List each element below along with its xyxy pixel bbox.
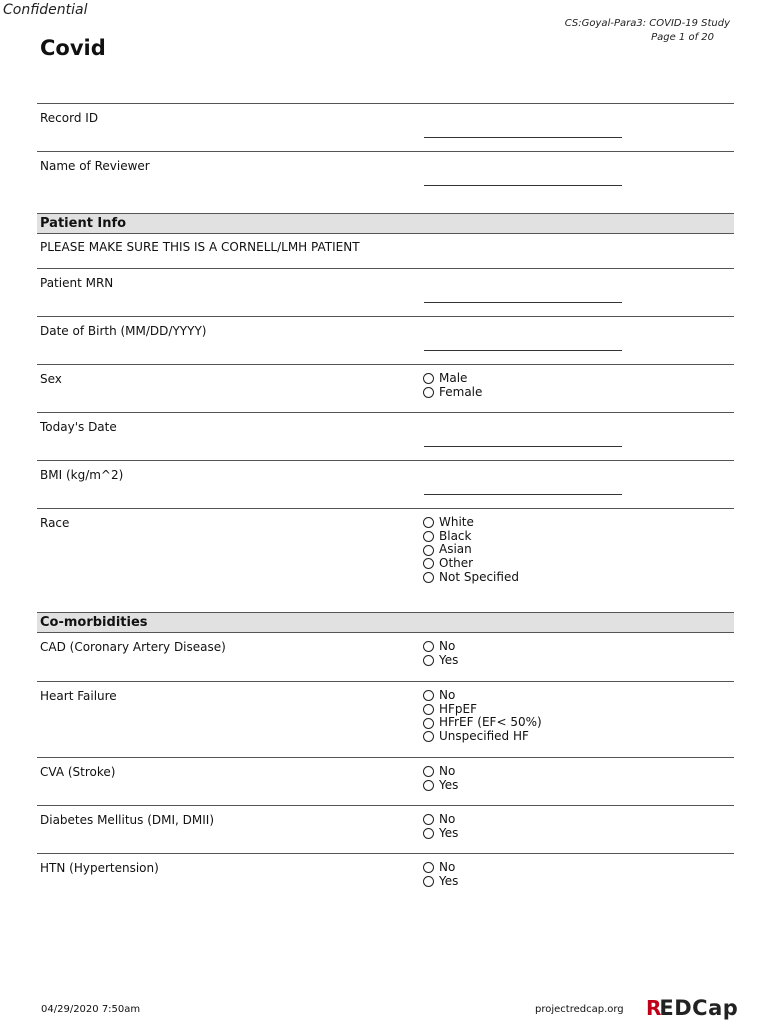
- radio-icon[interactable]: [423, 572, 434, 583]
- sex-label: Sex: [40, 372, 62, 386]
- dob-row: [37, 316, 734, 364]
- radio-icon[interactable]: [423, 718, 434, 729]
- option-label: Other: [439, 556, 474, 571]
- option-label: No: [439, 639, 456, 653]
- radio-icon[interactable]: [423, 531, 434, 542]
- redcap-logo: [646, 996, 738, 1020]
- option-label: Yes: [439, 652, 459, 667]
- radio-icon[interactable]: [423, 828, 434, 839]
- race-option[interactable]: [423, 530, 519, 544]
- notice-row: [37, 234, 734, 268]
- option-label: Not Specified: [439, 569, 519, 584]
- sex-option[interactable]: [423, 372, 482, 386]
- dob-field[interactable]: [424, 350, 622, 351]
- cad-row: [37, 633, 734, 681]
- radio-icon[interactable]: [423, 373, 434, 384]
- race-option[interactable]: [423, 516, 519, 530]
- race-option[interactable]: [423, 557, 519, 571]
- option-label: No: [439, 860, 456, 874]
- option-label: Asian: [439, 542, 472, 557]
- htn-option[interactable]: [423, 861, 458, 875]
- option-label: Female: [439, 384, 483, 399]
- htn-label: HTN (Hypertension): [40, 861, 159, 875]
- hf-option[interactable]: [423, 730, 542, 744]
- option-label: Yes: [439, 825, 459, 840]
- option-label: HFrEF (EF< 50%): [439, 715, 542, 730]
- hf-option[interactable]: [423, 716, 542, 730]
- option-label: HFpEF: [439, 701, 478, 716]
- radio-icon[interactable]: [423, 766, 434, 777]
- htn-options: [423, 861, 458, 888]
- htn-row: [37, 853, 734, 893]
- dm-options: [423, 813, 458, 840]
- radio-icon[interactable]: [423, 731, 434, 742]
- cva-row: [37, 757, 734, 805]
- bmi-row: [37, 460, 734, 508]
- section-patient-info: Patient Info: [37, 213, 734, 234]
- patient-notice: PLEASE MAKE SURE THIS IS A CORNELL/LMH PATIENT: [40, 240, 360, 254]
- sex-options: [423, 372, 482, 399]
- cva-options: [423, 765, 458, 792]
- redcap-logo-text: EDCap: [659, 996, 739, 1020]
- radio-icon[interactable]: [423, 641, 434, 652]
- footer-site[interactable]: projectredcap.org: [535, 1004, 624, 1015]
- form-title: Covid: [40, 36, 106, 60]
- hf-options: [423, 689, 542, 744]
- option-label: No: [439, 688, 456, 702]
- cad-option[interactable]: [423, 654, 458, 668]
- dm-option[interactable]: [423, 827, 458, 841]
- reviewer-label: Name of Reviewer: [40, 159, 150, 173]
- confidential-label: Confidential: [3, 2, 88, 18]
- cad-options: [423, 640, 458, 667]
- option-label: No: [439, 812, 456, 826]
- study-header: [430, 17, 730, 45]
- redcap-logo-icon: R: [646, 996, 662, 1020]
- page-number: Page 1 of 20: [651, 32, 714, 43]
- radio-icon[interactable]: [423, 876, 434, 887]
- bmi-field[interactable]: [424, 494, 622, 495]
- cad-label: CAD (Coronary Artery Disease): [40, 640, 226, 654]
- sex-row: [37, 364, 734, 412]
- section-comorbidities: Co-morbidities: [37, 612, 734, 633]
- radio-icon[interactable]: [423, 780, 434, 791]
- option-label: White: [439, 515, 474, 529]
- mrn-row: [37, 268, 734, 316]
- dm-label: Diabetes Mellitus (DMI, DMII): [40, 813, 214, 827]
- race-options: [423, 516, 519, 585]
- dm-option[interactable]: [423, 813, 458, 827]
- mrn-label: Patient MRN: [40, 276, 114, 290]
- option-label: Yes: [439, 777, 459, 792]
- option-label: Black: [439, 528, 472, 543]
- hf-option[interactable]: [423, 689, 542, 703]
- today-label: Today's Date: [40, 420, 117, 434]
- option-label: No: [439, 764, 456, 778]
- option-label: Yes: [439, 873, 459, 888]
- study-name: CS:Goyal-Para3: COVID-19 Study: [564, 18, 730, 29]
- race-label: Race: [40, 516, 70, 530]
- record-id-label: Record ID: [40, 111, 99, 125]
- hf-option[interactable]: [423, 703, 542, 717]
- record-id-row: [37, 103, 734, 151]
- radio-icon[interactable]: [423, 545, 434, 556]
- race-row: [37, 508, 734, 612]
- race-option[interactable]: [423, 571, 519, 585]
- footer-date: 04/29/2020 7:50am: [41, 1004, 141, 1015]
- dob-label: Date of Birth (MM/DD/YYYY): [40, 324, 207, 338]
- reviewer-row: [37, 151, 734, 213]
- record-id-field[interactable]: [424, 137, 622, 138]
- hf-row: [37, 681, 734, 757]
- cva-option[interactable]: [423, 765, 458, 779]
- hf-label: Heart Failure: [40, 689, 117, 703]
- radio-icon[interactable]: [423, 387, 434, 398]
- today-row: [37, 412, 734, 460]
- htn-option[interactable]: [423, 875, 458, 889]
- sex-option[interactable]: [423, 386, 482, 400]
- mrn-field[interactable]: [424, 302, 622, 303]
- radio-icon[interactable]: [423, 704, 434, 715]
- radio-icon[interactable]: [423, 814, 434, 825]
- cad-option[interactable]: [423, 640, 458, 654]
- radio-icon[interactable]: [423, 558, 434, 569]
- cva-label: CVA (Stroke): [40, 765, 116, 779]
- reviewer-field[interactable]: [424, 185, 622, 186]
- radio-icon[interactable]: [423, 655, 434, 666]
- radio-icon[interactable]: [423, 862, 434, 873]
- today-field[interactable]: [424, 446, 622, 447]
- bmi-label: BMI (kg/m^2): [40, 468, 124, 482]
- radio-icon[interactable]: [423, 517, 434, 528]
- form-body: [37, 103, 734, 893]
- radio-icon[interactable]: [423, 690, 434, 701]
- cva-option[interactable]: [423, 779, 458, 793]
- race-option[interactable]: [423, 543, 519, 557]
- dm-row: [37, 805, 734, 853]
- option-label: Unspecified HF: [439, 729, 529, 744]
- option-label: Male: [439, 371, 468, 385]
